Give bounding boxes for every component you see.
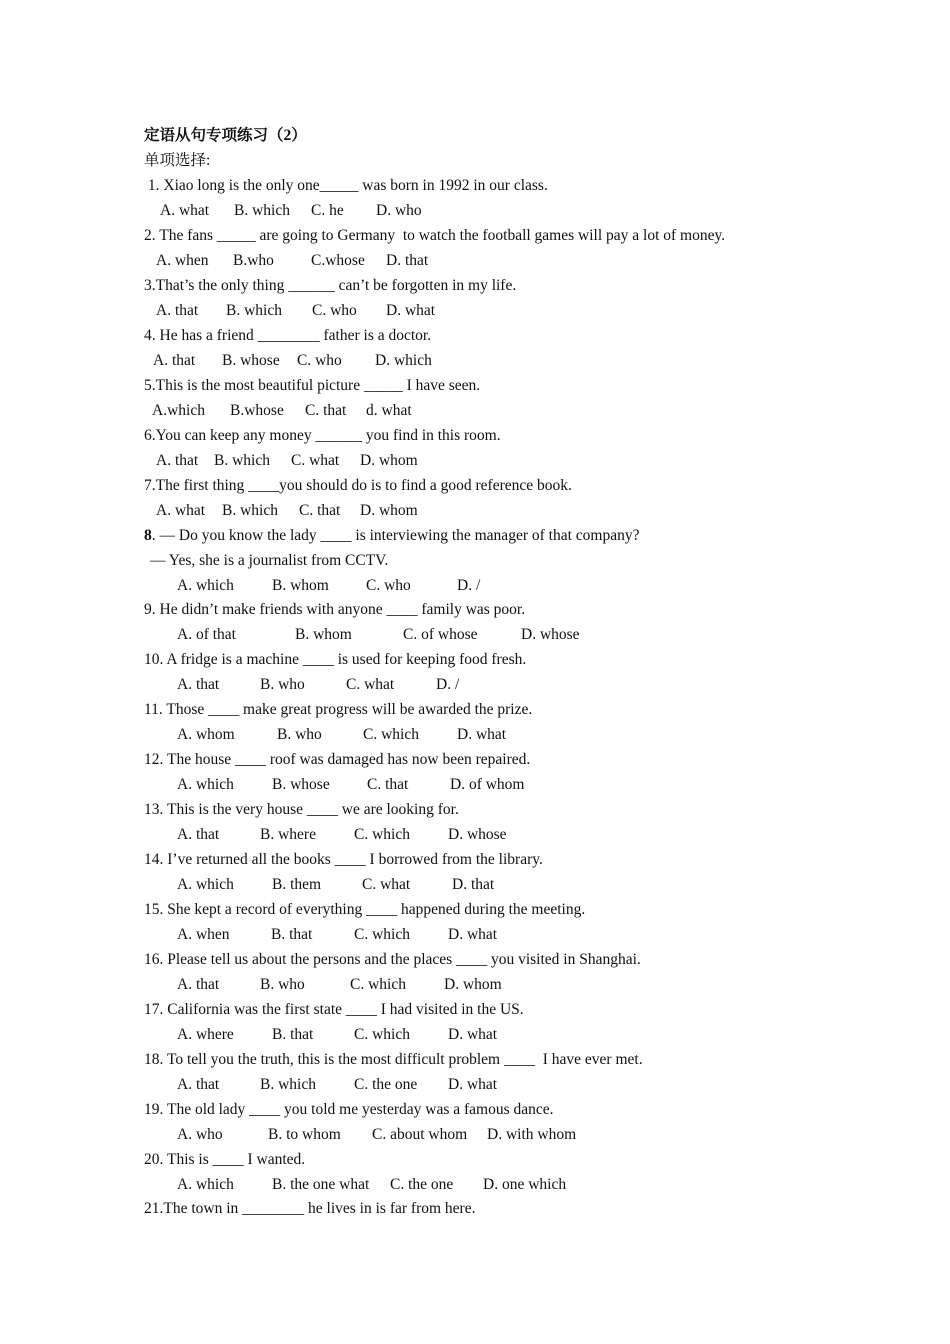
question-2-option-a: A. when <box>156 252 209 269</box>
question-19: 19. The old lady ____ you told me yesterday was a famous dance. <box>144 1101 554 1118</box>
question-8-option-d: D. / <box>457 577 481 594</box>
question-5-option-b: B.whose <box>230 402 284 419</box>
question-14: 14. I’ve returned all the books ____ I borrowed from the library. <box>144 851 543 868</box>
question-5-option-c: C. that <box>305 402 347 419</box>
question-10-option-c: C. what <box>346 676 395 693</box>
question-4-option-b: B. whose <box>222 352 280 369</box>
question-3: 3.That’s the only thing ______ can’t be forgotten in my life. <box>144 277 517 294</box>
question-3-option-d: D. what <box>386 302 436 319</box>
question-20-option-c: C. the one <box>390 1176 454 1193</box>
question-4-option-c: C. who <box>297 352 342 369</box>
question-10: 10. A fridge is a machine ____ is used for keeping food fresh. <box>144 651 527 668</box>
question-16: 16. Please tell us about the persons and the places ____ you visited in Shanghai. <box>144 951 641 968</box>
question-2-option-b: B.who <box>233 252 274 269</box>
question-15-option-d: D. what <box>448 926 498 943</box>
question-12-option-c: C. that <box>367 776 409 793</box>
question-7-option-a: A. what <box>156 502 206 519</box>
question-19-option-a: A. who <box>177 1126 223 1143</box>
question-4: 4. He has a friend ________ father is a doctor. <box>144 327 432 344</box>
question-8-option-a: A. which <box>177 577 234 594</box>
question-19-option-b: B. to whom <box>268 1126 341 1143</box>
question-number: 8 <box>144 527 152 544</box>
question-17-option-d: D. what <box>448 1026 498 1043</box>
question-11-option-a: A. whom <box>177 726 235 743</box>
question-5-option-d: d. what <box>366 402 412 419</box>
question-15-option-b: B. that <box>271 926 313 943</box>
question-7-option-c: C. that <box>299 502 341 519</box>
question-18-option-d: D. what <box>448 1076 498 1093</box>
question-19-option-c: C. about whom <box>372 1126 468 1143</box>
question-7-option-b: B. which <box>222 502 278 519</box>
question-17-option-b: B. that <box>272 1026 314 1043</box>
question-14-option-b: B. them <box>272 876 322 893</box>
question-8-option-b: B. whom <box>272 577 329 594</box>
question-9-option-c: C. of whose <box>403 626 478 643</box>
question-13: 13. This is the very house ____ we are looking for. <box>144 801 459 818</box>
question-16-option-c: C. which <box>350 976 406 993</box>
question-20: 20. This is ____ I wanted. <box>144 1151 306 1168</box>
page-title: 定语从句专项练习（2） <box>144 127 307 144</box>
question-5: 5.This is the most beautiful picture _____ I have seen. <box>144 377 481 394</box>
question-18-option-c: C. the one <box>354 1076 418 1093</box>
question-20-option-b: B. the one what <box>272 1176 370 1193</box>
question-2: 2. The fans _____ are going to Germany to watch the football games will pay a lot of money. <box>144 227 726 244</box>
question-13-option-a: A. that <box>177 826 220 843</box>
question-17-option-a: A. where <box>177 1026 234 1043</box>
question-9-option-b: B. whom <box>295 626 352 643</box>
question-11-option-b: B. who <box>277 726 322 743</box>
question-17-option-c: C. which <box>354 1026 410 1043</box>
question-8-option-c: C. who <box>366 577 411 594</box>
question-14-option-d: D. that <box>452 876 495 893</box>
question-21: 21.The town in ________ he lives in is far from here. <box>144 1200 476 1217</box>
question-18-option-a: A. that <box>177 1076 220 1093</box>
question-11-option-c: C. which <box>363 726 419 743</box>
question-6-option-b: B. which <box>214 452 270 469</box>
question-12-option-a: A. which <box>177 776 234 793</box>
question-2-option-c: C.whose <box>311 252 365 269</box>
question-text: . ― Do you know the lady ____ is interviewing the manager of that company? <box>151 527 640 544</box>
question-11-option-d: D. what <box>457 726 507 743</box>
question-10-option-b: B. who <box>260 676 305 693</box>
question-1: 1. Xiao long is the only one_____ was born in 1992 in our class. <box>144 177 548 194</box>
question-6-option-c: C. what <box>291 452 340 469</box>
question-3-option-b: B. which <box>226 302 282 319</box>
question-15-option-a: A. when <box>177 926 230 943</box>
question-18-option-b: B. which <box>260 1076 316 1093</box>
question-12-option-d: D. of whom <box>450 776 525 793</box>
question-3-option-a: A. that <box>156 302 199 319</box>
question-7: 7.The first thing ____you should do is to find a good reference book. <box>144 477 572 494</box>
question-2-option-d: D. that <box>386 252 429 269</box>
question-20-option-d: D. one which <box>483 1176 567 1193</box>
question-1-option-d: D. who <box>376 202 422 219</box>
question-17: 17. California was the first state ____ I had visited in the US. <box>144 1001 524 1018</box>
question-19-option-d: D. with whom <box>487 1126 577 1143</box>
question-15-option-c: C. which <box>354 926 410 943</box>
question-16-option-d: D. whom <box>444 976 502 993</box>
question-9-option-a: A. of that <box>177 626 236 643</box>
question-11: 11. Those ____ make great progress will be awarded the prize. <box>144 701 533 718</box>
question-10-option-d: D. / <box>436 676 460 693</box>
question-7-option-d: D. whom <box>360 502 418 519</box>
question-16-option-b: B. who <box>260 976 305 993</box>
question-16-option-a: A. that <box>177 976 220 993</box>
question-1-option-a: A. what <box>160 202 210 219</box>
question-13-option-c: C. which <box>354 826 410 843</box>
question-5-option-a: A.which <box>152 402 205 419</box>
question-14-option-a: A. which <box>177 876 234 893</box>
question-10-option-a: A. that <box>177 676 220 693</box>
question-13-option-b: B. where <box>260 826 316 843</box>
section-heading: 单项选择: <box>144 152 211 169</box>
question-1-option-c: C. he <box>311 202 344 219</box>
question-6: 6.You can keep any money ______ you find in this room. <box>144 427 501 444</box>
question-14-option-c: C. what <box>362 876 411 893</box>
question-13-option-d: D. whose <box>448 826 507 843</box>
question-12-option-b: B. whose <box>272 776 330 793</box>
question-4-option-a: A. that <box>153 352 196 369</box>
question-8-reply: ― Yes, she is a journalist from CCTV. <box>150 552 389 569</box>
question-20-option-a: A. which <box>177 1176 234 1193</box>
question-1-option-b: B. which <box>234 202 290 219</box>
question-12: 12. The house ____ roof was damaged has now been repaired. <box>144 751 531 768</box>
question-9-option-d: D. whose <box>521 626 580 643</box>
question-4-option-d: D. which <box>375 352 432 369</box>
question-15: 15. She kept a record of everything ____ happened during the meeting. <box>144 901 586 918</box>
question-3-option-c: C. who <box>312 302 357 319</box>
question-9: 9. He didn’t make friends with anyone ____ family was poor. <box>144 601 526 618</box>
question-18: 18. To tell you the truth, this is the most difficult problem ____ I have ever met. <box>144 1051 643 1068</box>
question-6-option-d: D. whom <box>360 452 418 469</box>
question-8 <box>144 526 639 546</box>
question-6-option-a: A. that <box>156 452 199 469</box>
